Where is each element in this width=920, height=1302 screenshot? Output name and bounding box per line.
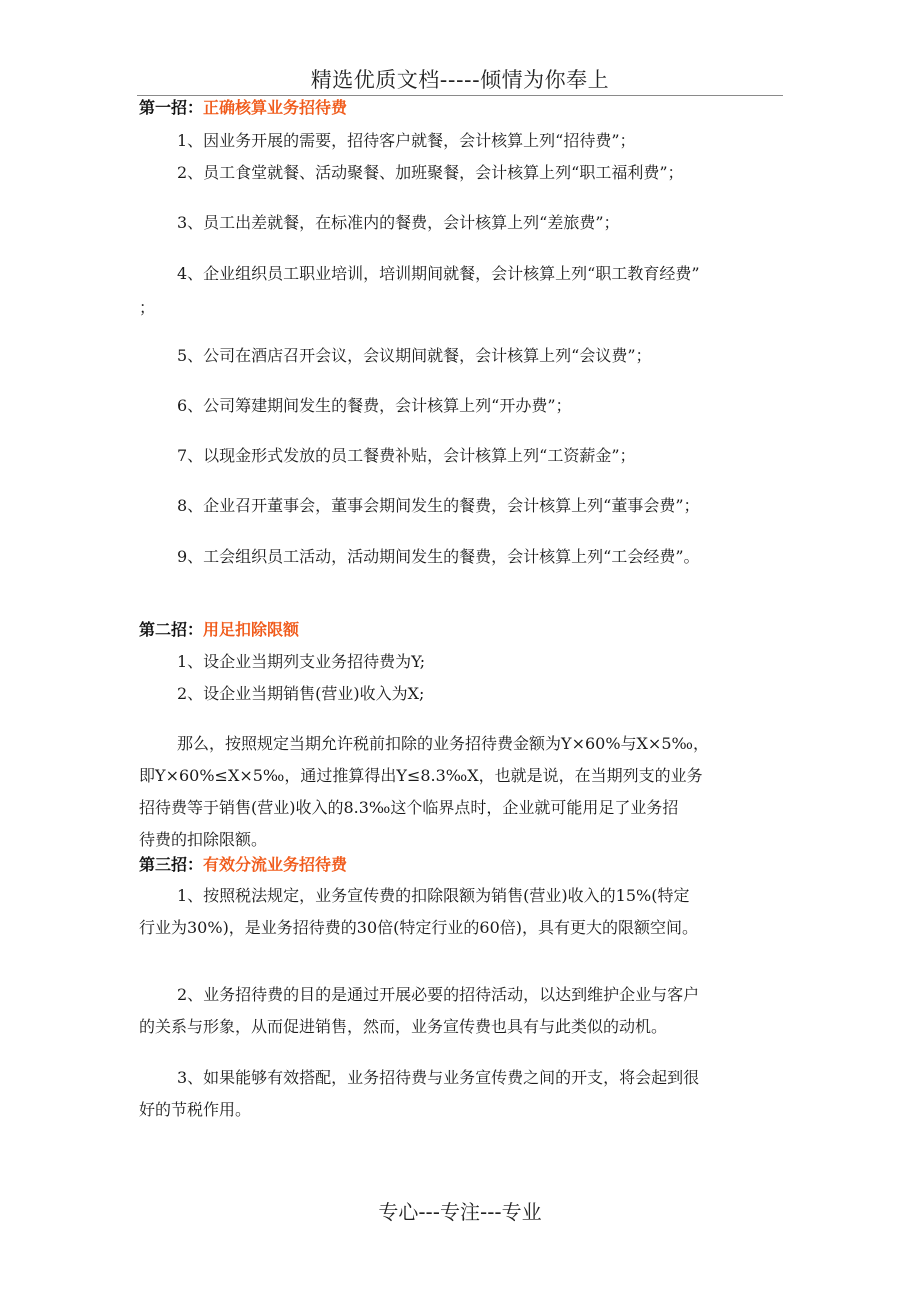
section-1-heading (139, 98, 347, 118)
section-3-point-1-line-1: 1、按照税法规定，业务宣传费的扣除限额为销售(营业)收入的15%(特定 (177, 886, 690, 905)
section-3-heading (139, 855, 347, 875)
section-2-paragraph-line-1: 那么，按照规定当期允许税前扣除的业务招待费金额为Y×60%与X×5‰， (177, 734, 709, 753)
section-3-point-3-line-1: 3、如果能够有效搭配，业务招待费与业务宣传费之间的开支，将会起到很 (177, 1068, 700, 1087)
section-1-label: 第一招： (139, 98, 204, 117)
section-1-title: 正确核算业务招待费 (203, 98, 348, 117)
section-1-item-2: 2、员工食堂就餐、活动聚餐、加班聚餐，会计核算上列“职工福利费”； (177, 163, 684, 182)
section-2-item-2: 2、设企业当期销售(营业)收入为X; (177, 684, 425, 703)
section-1-item-6: 6、公司筹建期间发生的餐费，会计核算上列“开办费”； (177, 396, 572, 415)
section-2-title: 用足扣除限额 (203, 620, 300, 639)
section-1-item-7: 7、以现金形式发放的员工餐费补贴，会计核算上列“工资薪金”； (177, 446, 636, 465)
section-1-item-4-continuation: ； (139, 298, 156, 317)
section-1-item-9: 9、工会组织员工活动，活动期间发生的餐费，会计核算上列“工会经费”。 (177, 547, 700, 566)
section-3-point-3-line-2: 好的节税作用。 (139, 1100, 252, 1119)
section-2-paragraph-line-2: 即Y×60%≤X×5‰，通过推算得出Y≤8.3‰X，也就是说，在当期列支的业务 (139, 766, 703, 785)
section-3-label: 第三招： (139, 855, 204, 874)
section-1-item-5: 5、公司在酒店召开会议，会议期间就餐，会计核算上列“会议费”； (177, 346, 652, 365)
section-3-point-2-line-1: 2、业务招待费的目的是通过开展必要的招待活动，以达到维护企业与客户 (177, 985, 700, 1004)
section-3-point-2-line-2: 的关系与形象，从而促进销售，然而，业务宣传费也具有与此类似的动机。 (139, 1017, 668, 1036)
section-2-paragraph-line-3: 招待费等于销售(营业)收入的8.3‰这个临界点时，企业就可能用足了业务招 (139, 798, 679, 817)
section-1-item-4: 4、企业组织员工职业培训，培训期间就餐，会计核算上列“职工教育经费” (177, 264, 700, 283)
section-2-heading (139, 620, 299, 640)
page-footer: 专心---专注---专业 (378, 1200, 542, 1224)
section-1-item-1: 1、因业务开展的需要，招待客户就餐，会计核算上列“招待费”； (177, 131, 636, 150)
section-2-item-1: 1、设企业当期列支业务招待费为Y; (177, 652, 426, 671)
section-2-paragraph-line-4: 待费的扣除限额。 (139, 830, 268, 849)
section-3-point-1-line-2: 行业为30%)，是业务招待费的30倍(特定行业的60倍)，具有更大的限额空间。 (139, 918, 699, 937)
section-1-item-8: 8、企业召开董事会，董事会期间发生的餐费，会计核算上列“董事会费”； (177, 496, 700, 515)
header-title: 精选优质文档-----倾情为你奉上 (310, 68, 610, 92)
section-3-title: 有效分流业务招待费 (203, 855, 348, 874)
section-2-label: 第二招： (139, 620, 204, 639)
header-divider (137, 95, 783, 96)
section-1-item-3: 3、员工出差就餐，在标准内的餐费，会计核算上列“差旅费”； (177, 213, 620, 232)
